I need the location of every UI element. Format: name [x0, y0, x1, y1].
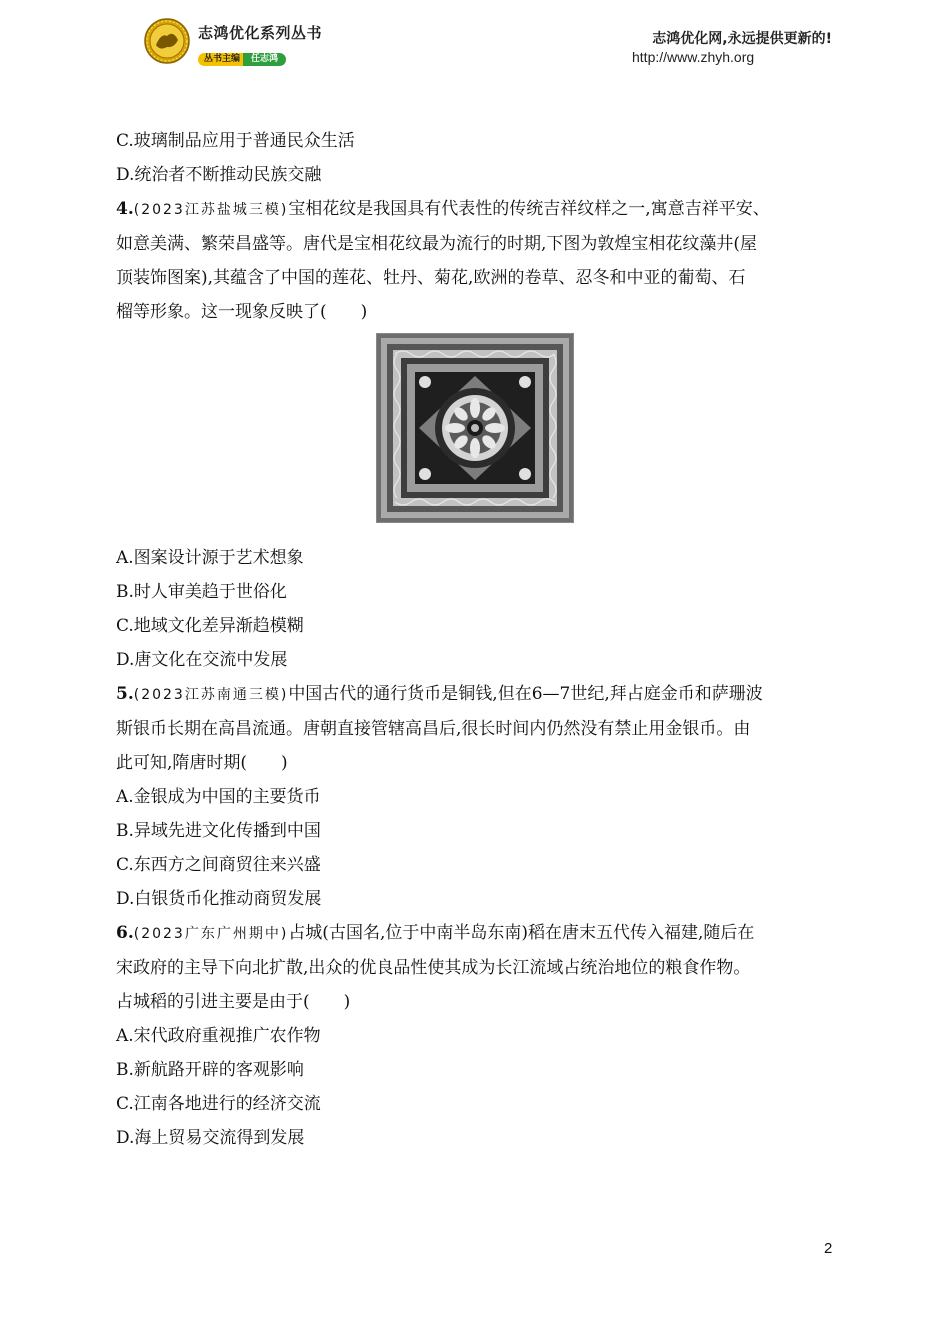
- question-5: [116, 677, 840, 916]
- stem-text: 宝相花纹是我国具有代表性的传统吉祥纹样之一,寓意吉祥平安、: [288, 199, 770, 219]
- question-6-stem-line: 宋政府的主导下向北扩散,出众的优良品性使其成为长江流域占统治地位的粮食作物。: [116, 958, 751, 978]
- series-title: 志鸿优化系列丛书: [198, 24, 323, 42]
- option-c: C.地域文化差异渐趋模糊: [116, 616, 304, 636]
- question-6: [116, 916, 840, 1155]
- page-header: [140, 18, 840, 70]
- question-source: (2023江苏盐城三模): [133, 202, 289, 218]
- question-4-stem-line: 如意美满、繁荣昌盛等。唐代是宝相花纹最为流行的时期,下图为敦煌宝相花纹藻井(屋: [116, 234, 758, 254]
- question-6-stem-line: 占城稻的引进主要是由于( ): [116, 992, 351, 1012]
- option-a: A.金银成为中国的主要货币: [116, 787, 321, 807]
- question-source: (2023广东广州期中): [133, 926, 289, 942]
- question-4-stem-line: [116, 192, 840, 227]
- question-4-stem-line: 顶装饰图案),其蕴含了中国的莲花、牡丹、菊花,欧洲的卷草、忍冬和中亚的葡萄、石: [116, 268, 746, 288]
- figure-container: [116, 333, 840, 529]
- option-b: B.新航路开辟的客观影响: [116, 1060, 304, 1080]
- question-5-stem-line: 此可知,隋唐时期( ): [116, 753, 288, 773]
- question-5-stem-line: 斯银币长期在高昌流通。唐朝直接管辖高昌后,很长时间内仍然没有禁止用金银币。由: [116, 719, 751, 739]
- header-slogan: 志鸿优化网,永远提供更新的!: [652, 31, 832, 47]
- option-d: D.唐文化在交流中发展: [116, 650, 288, 670]
- question-source: (2023江苏南通三模): [133, 687, 289, 703]
- question-content: [116, 124, 840, 1155]
- editor-name: 任志鸿: [243, 53, 286, 66]
- publisher-logo-icon: [144, 18, 190, 64]
- editor-badge: [198, 46, 286, 64]
- question-5-stem-line: [116, 677, 840, 712]
- page-number: 2: [824, 1240, 833, 1257]
- editor-label: 丛书主编: [198, 53, 246, 66]
- option-b: B.异域先进文化传播到中国: [116, 821, 321, 841]
- question-number: 6.: [116, 923, 134, 943]
- option-c: C.东西方之间商贸往来兴盛: [116, 855, 321, 875]
- prev-option-d: D.统治者不断推动民族交融: [116, 165, 322, 185]
- option-d: D.白银货币化推动商贸发展: [116, 889, 322, 909]
- question-4: [116, 192, 840, 677]
- prev-option-c: C.玻璃制品应用于普通民众生活: [116, 131, 355, 151]
- question-4-stem-line: 榴等形象。这一现象反映了( ): [116, 302, 368, 322]
- option-c: C.江南各地进行的经济交流: [116, 1094, 321, 1114]
- option-a: A.图案设计源于艺术想象: [116, 548, 304, 568]
- header-url[interactable]: http://www.zhyh.org: [632, 49, 755, 65]
- option-a: A.宋代政府重视推广农作物: [116, 1026, 321, 1046]
- question-number: 4.: [116, 199, 134, 219]
- option-d: D.海上贸易交流得到发展: [116, 1128, 305, 1148]
- dunhuang-caisson-pattern-icon: [376, 333, 574, 523]
- stem-text: 占城(古国名,位于中南半岛东南)稻在唐末五代传入福建,随后在: [288, 923, 755, 943]
- question-6-stem-line: [116, 916, 840, 951]
- option-b: B.时人审美趋于世俗化: [116, 582, 287, 602]
- question-number: 5.: [116, 684, 134, 704]
- stem-text: 中国古代的通行货币是铜钱,但在6—7世纪,拜占庭金币和萨珊波: [288, 684, 763, 704]
